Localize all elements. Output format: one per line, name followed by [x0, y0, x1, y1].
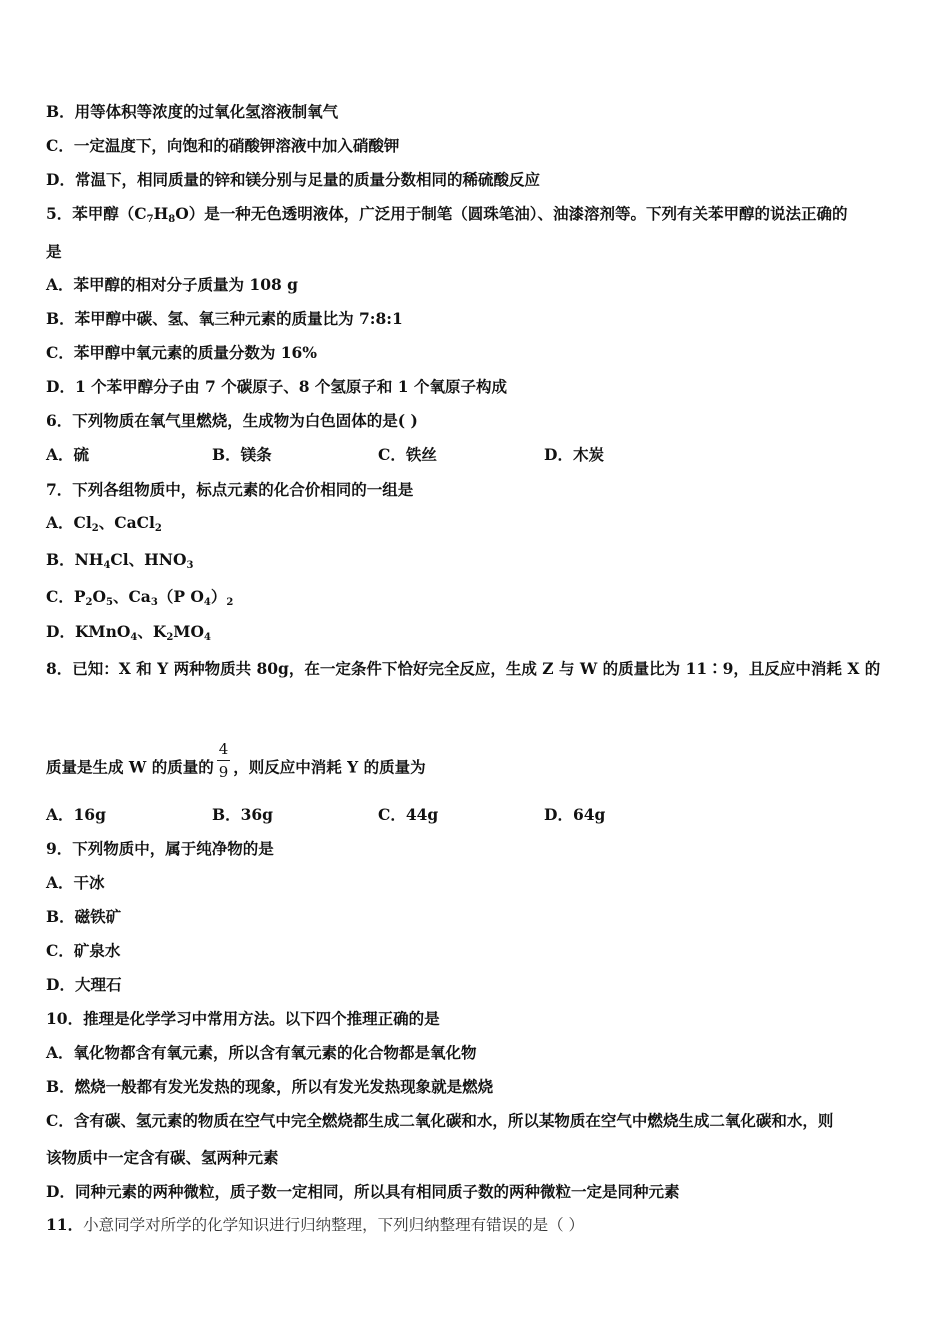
q9-option-d: D．大理石: [46, 975, 122, 994]
q7-stem: 7．下列各组物质中，标点元素的化合价相同的一组是: [46, 480, 414, 499]
q11-number: 11．: [46, 1215, 84, 1234]
q8-option-b: B．36g: [212, 805, 274, 824]
q6-option-c: C．铁丝: [378, 445, 437, 464]
q9-option-c: C．矿泉水: [46, 941, 121, 960]
q6-option-b: B．镁条: [212, 445, 272, 464]
q8-option-d: D．64g: [544, 805, 606, 824]
q8-stem-line1: 8．已知：X 和 Y 两种物质共 80g，在一定条件下恰好完全反应，生成 Z 与 W 的质量比为 11∶9，且反应中消耗 X 的: [46, 659, 881, 678]
q10-stem: 10．推理是化学学习中常用方法。以下四个推理正确的是: [46, 1009, 440, 1028]
q10-option-c-line2: 该物质中一定含有碳、氢两种元素: [46, 1148, 279, 1167]
q5-stem-line2: 是: [46, 242, 62, 261]
q10-option-b: B．燃烧一般都有发光发热的现象，所以有发光发热现象就是燃烧: [46, 1077, 494, 1096]
q4-option-b: B．用等体积等浓度的过氧化氢溶液制氧气: [46, 102, 339, 121]
q11-stem: [46, 1215, 584, 1235]
q10-option-a: A．氧化物都含有氧元素，所以含有氧元素的化合物都是氧化物: [46, 1043, 477, 1062]
q8-stem-line2: 质量是生成 W 的质量的 $\frac{4}{9}$ ，则反应中消耗 Y 的质量为: [46, 740, 426, 781]
q5-stem-line1: 5．苯甲醇$(C_7H_8O)$是一种无色透明液体，广泛用于制笔（圆珠笔油）、油漆溶剂等。下列有关苯甲醇的说法正确的: [46, 204, 848, 225]
q7-option-b: B．$NH_4Cl$、$HNO_3$: [46, 550, 194, 571]
q5-option-d: D．1 个苯甲醇分子由 7 个碳原子、8 个氢原子和 1 个氧原子构成: [46, 377, 507, 396]
q7-option-d: D．KMnO$_4$、$K_2MO_4$: [46, 622, 211, 643]
q5-option-b: B．苯甲醇中碳、氢、氧三种元素的质量比为 7:8:1: [46, 309, 403, 328]
q11-text: 小意同学对所学的化学知识进行归纳整理，下列归纳整理有错误的是（ ）: [83, 1216, 585, 1234]
q9-stem: 9．下列物质中，属于纯净物的是: [46, 839, 274, 858]
q8-options: [46, 805, 710, 825]
q4-option-d: D．常温下，相同质量的锌和镁分别与足量的质量分数相同的稀硫酸反应: [46, 170, 540, 189]
q8-fraction-denominator: 9: [218, 763, 229, 781]
q6-options: [46, 445, 710, 465]
q8-option-c: C．44g: [378, 805, 439, 824]
q4-option-c: C．一定温度下，向饱和的硝酸钾溶液中加入硝酸钾: [46, 136, 400, 155]
q10-option-c-line1: C．含有碳、氢元素的物质在空气中完全燃烧都生成二氧化碳和水，所以某物质在空气中燃烧生成二氧化碳和水，则: [46, 1111, 834, 1130]
q8-fraction-numerator: 4: [217, 738, 231, 761]
q7-option-a: A．$Cl_2$、CaCl$_2$: [46, 513, 162, 534]
q7-option-c: C．$P_2O_5$、$Ca_3(P$ $O_4)_2$: [46, 587, 234, 608]
q5-option-c: C．苯甲醇中氧元素的质量分数为 16%: [46, 343, 318, 362]
q6-stem: 6．下列物质在氧气里燃烧，生成物为白色固体的是( ): [46, 411, 418, 430]
q9-option-b: B．磁铁矿: [46, 907, 122, 926]
q5-option-a: A．苯甲醇的相对分子质量为 108 g: [46, 275, 299, 294]
q8-option-a: A．16g: [46, 805, 106, 824]
q8-fraction: [217, 738, 231, 783]
q9-option-a: A．干冰: [46, 873, 105, 892]
q6-option-a: A．硫: [46, 445, 90, 464]
q6-option-d: D．木炭: [544, 445, 604, 464]
q10-option-d: D．同种元素的两种微粒，质子数一定相同，所以具有相同质子数的两种微粒一定是同种元素: [46, 1182, 680, 1201]
